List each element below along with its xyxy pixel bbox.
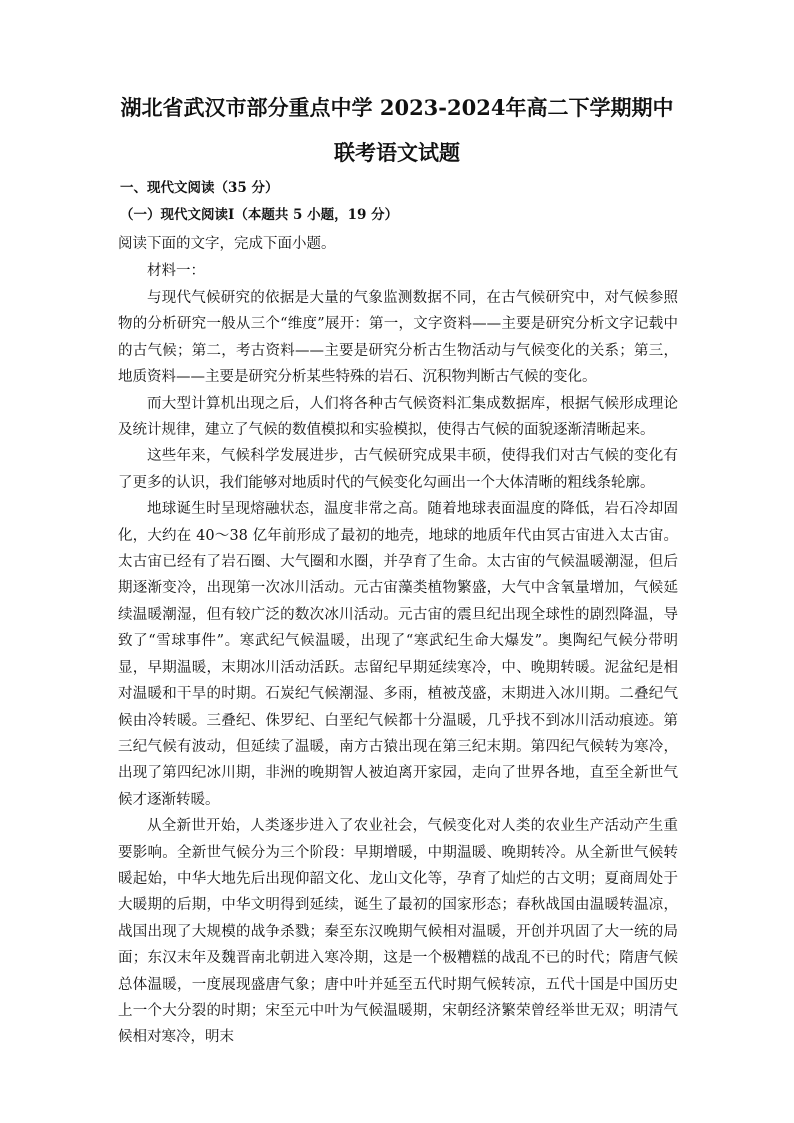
paragraph-1: 与现代气候研究的依据是大量的气象监测数据不同，在古气候研究中，对气候参照物的分析研究一般从三个“维度”展开：第一，文字资料——主要是研究分析文字记载中的古气候；第二，考古资料——主要是研究分析古生物活动与气候变化的关系；第三，地质资料——主要是研究分析某些特殊的岩石、沉积物判断古气候的变化。 xyxy=(118,290,678,386)
material-body xyxy=(118,285,678,1046)
paragraph-3: 这些年来，气候科学发展进步，古气候研究成果丰硕，使得我们对古气候的变化有了更多的认识，我们能够对地质时代的气候变化勾画出一个大体清晰的粗线条轮廓。 xyxy=(118,448,678,491)
subsection-heading-reading-1: （一）现代文阅读Ⅰ（本题共 5 小题，19 分） xyxy=(120,207,399,223)
reading-instruction: 阅读下面的文字，完成下面小题。 xyxy=(118,236,336,252)
section-heading-part-1: 一、现代文阅读（35 分） xyxy=(120,180,279,196)
material-label: 材料一： xyxy=(147,263,205,279)
paragraph-2: 而大型计算机出现之后，人们将各种古气候资料汇集成数据库，根据气候形成理论及统计规律，建立了气候的数值模拟和实验模拟，使得古气候的面貌逐渐清晰起来。 xyxy=(118,395,678,439)
document-title-line-1: 湖北省武汉市部分重点中学 2023-2024年高二下学期期中 xyxy=(120,95,674,120)
paragraph-4: 地球诞生时呈现熔融状态，温度非常之高。随着地球表面温度的降低，岩石冷却固化，大约在 40～38 亿年前形成了最初的地壳，地球的地质年代由冥古宙进入太古宙。太古宙已经有了岩石圈、大气圈和水圈，并孕育了生命。太古宙的气候温暖潮湿，但后期逐渐变冷，出现第一次冰川活动。元古宙藻类植物繁盛，大气中含氧量增加，气候延续温暖潮湿，但有较广泛的数次冰川活动。元古宙的震旦纪出现全球性的剧烈降温，导致了“雪球事件”。寒武纪气候温暖，出现了“寒武纪生命大爆发”。奥陶纪气候分带明显，早期温暖，末期冰川活动活跃。志留纪早期延续寒冷，中、晚期转暖。泥盆纪是相对温暖和干旱的时期。石炭纪气候潮湿、多雨，植被茂盛，末期进入冰川期。二叠纪气候由冷转暖。三叠纪、侏罗纪、白垩纪气候都十分温暖，几乎找不到冰川活动痕迹。第三纪气候有波动，但延续了温暖，南方古猿出现在第三纪末期。第四纪气候转为寒冷，出现了第四纪冰川期，非洲的晚期智人被迫离开家园，走向了世界各地，直至全新世气候才逐渐转暖。 xyxy=(118,501,678,808)
document-title-line-2: 联考语文试题 xyxy=(334,140,460,165)
paragraph-5: 从全新世开始，人类逐步进入了农业社会，气候变化对人类的农业生产活动产生重要影响。全新世气候分为三个阶段：早期增暖，中期温暖、晚期转冷。从全新世气候转暖起始，中华大地先后出现仰韶文化、龙山文化等，孕育了灿烂的古文明；夏商周处于大暖期的后期，中华文明得到延续，诞生了最初的国家形态；春秋战国由温暖转温凉，战国出现了大规模的战争杀戮；秦至东汉晚期气候相对温暖，开创并巩固了大一统的局面；东汉末年及魏晋南北朝进入寒冷期，这是一个极糟糕的战乱不已的时代；隋唐气候总体温暖，一度展现盛唐气象；唐中叶并延至五代时期气候转凉，五代十国是中国历史上一个大分裂的时期；宋至元中叶为气候温暖期，宋朝经济繁荣曾经举世无双；明清气候相对寒冷，明末 xyxy=(118,818,678,1046)
